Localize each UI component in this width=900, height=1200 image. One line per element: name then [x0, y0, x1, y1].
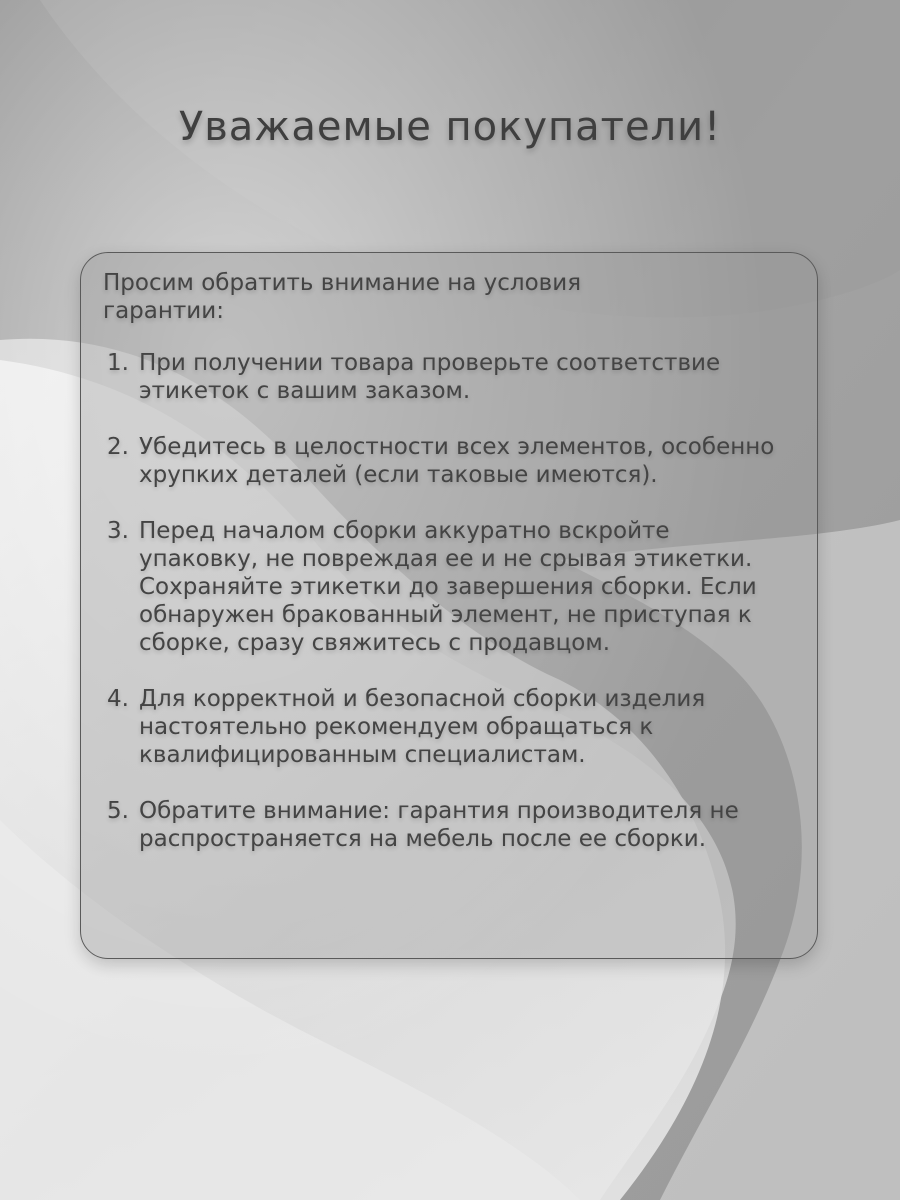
list-item-number: 4. — [107, 686, 129, 712]
list-item-text: Для корректной и безопасной сборки изделия настоятельно рекомендуем обращаться к квалифицированным специалистам. — [139, 686, 706, 768]
list-item-number: 2. — [107, 434, 129, 460]
list-item-text: Перед началом сборки аккуратно вскройте упаковку, не повреждая ее и не срывая этикетки. Сохраняйте этикетки до завершения сборки. Если обнаружен бракованный элемент, не приступая к сборке, сразу свяжитесь с продавцом. — [139, 518, 757, 656]
list-item — [103, 797, 795, 853]
page-title: Уважаемые покупатели! — [178, 104, 722, 150]
list-item — [103, 685, 795, 769]
list-item-text: Убедитесь в целостности всех элементов, особенно хрупких деталей (если таковые имеются). — [139, 434, 775, 488]
intro-text: Просим обратить внимание на условия гарантии: — [103, 270, 582, 324]
list-item — [103, 349, 795, 405]
list-item — [103, 517, 795, 657]
list-item-text: При получении товара проверьте соответствие этикеток с вашим заказом. — [139, 350, 721, 404]
list-item-number: 1. — [107, 350, 129, 376]
list-item-number: 3. — [107, 518, 129, 544]
warranty-conditions-list — [103, 349, 795, 853]
warranty-card — [80, 252, 818, 959]
list-item-number: 5. — [107, 798, 129, 824]
list-item — [103, 433, 795, 489]
list-item-text: Обратите внимание: гарантия производителя не распространяется на мебель после ее сборки. — [139, 798, 739, 852]
